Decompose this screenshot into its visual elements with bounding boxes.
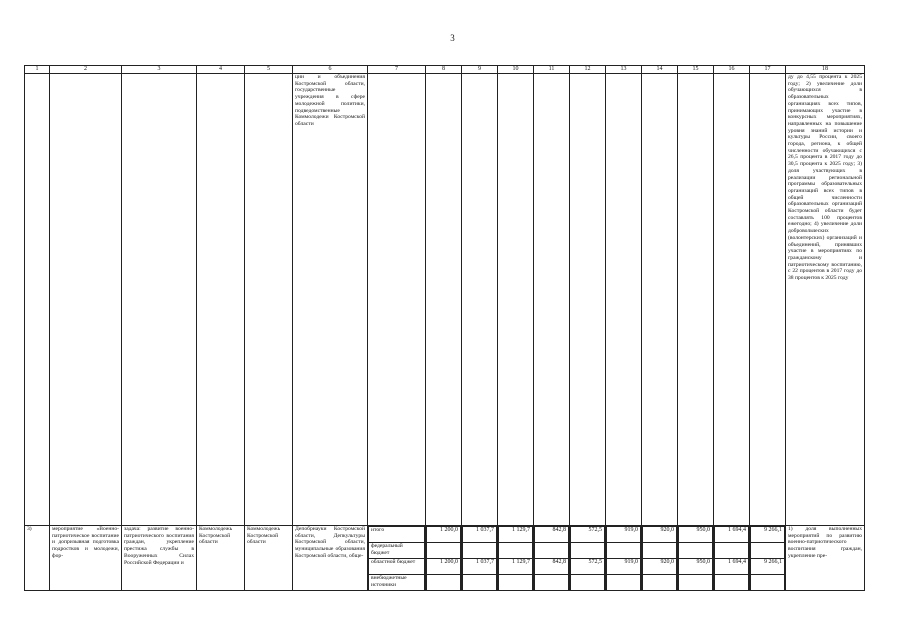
cell-empty (714, 74, 750, 526)
value-cell: 572,5 (571, 559, 605, 575)
value-cell: 842,8 (535, 559, 569, 575)
funding-year-cell (426, 526, 462, 591)
activity-name: мероприятие «Военно-патриотическое воспитание и допризывная подготовка подростков и молодежи, фор- (50, 526, 122, 591)
funding-year-cell (606, 526, 642, 591)
header-cell: 18 (786, 66, 865, 74)
funding-year-cell (714, 526, 750, 591)
value-cell: 1 200,0 (427, 527, 461, 543)
value-cell (427, 543, 461, 559)
value-cell (643, 575, 677, 591)
value-cell: 919,0 (607, 527, 641, 543)
funding-total-cell (750, 526, 786, 591)
cell-empty (642, 74, 678, 526)
value-cell (535, 543, 569, 559)
header-cell: 10 (498, 66, 534, 74)
value-cell: 1 129,7 (499, 559, 533, 575)
task-description: задача: развитие военно-патриотического воспитания граждан, укрепление престижа службы в Вооруженных Силах Российской Федерации и (122, 526, 197, 591)
value-cell: 1 694,4 (715, 527, 749, 543)
cell-empty (498, 74, 534, 526)
header-row (25, 66, 865, 74)
executors-continued: ции и объединения Костромской области, государственные учреждения в сфере молодежной политики, подведомственные Коммолодежи Костромской области (293, 74, 368, 526)
header-cell: 17 (750, 66, 786, 74)
value-cell (427, 575, 461, 591)
cell-empty (122, 74, 197, 526)
header-cell: 14 (642, 66, 678, 74)
indicators-continued: ду до 4,55 процента к 2025 году; 2) увеличение доли обучающихся в образовательных организациях всех типов, принимающих участие в конкурсных мероприятиях, направленных на повышение уровня знаний истории и культуры России, своего города, региона, к общей численности обучающихся с 26,5 процента в 2017 году до 30,5 процента к 2025 году; 3) доля участвующих в реализации региональной программы образовательных организаций всех типов в общей численности образовательных организаций Костромской области будет составлять 100 процентов ежегодно; 4) увеличение доли добровольческих (волонтерских) организаций и объединений, принявших участие в мероприятиях по гражданскому и патриотическому воспитанию, с 22 процентов в 2017 году до 38 процентов к 2025 году (786, 74, 865, 526)
value-cell (535, 575, 569, 591)
target-indicators: 1) доля выполненных мероприятий по развитию военно-патриотического воспитания граждан, укрепление пре- (786, 526, 865, 591)
value-cell: 572,5 (571, 527, 605, 543)
cell-empty (368, 74, 426, 526)
table-row (25, 526, 865, 591)
value-cell: 950,0 (679, 559, 713, 575)
cell-empty (462, 74, 498, 526)
funding-year-cell (678, 526, 714, 591)
value-cell (463, 575, 497, 591)
row-number: 3) (25, 526, 50, 591)
source-label: внебюджетные источники (369, 575, 425, 591)
header-cell: 1 (25, 66, 50, 74)
value-cell (499, 543, 533, 559)
header-cell: 13 (606, 66, 642, 74)
header-cell: 5 (245, 66, 293, 74)
cell-empty (678, 74, 714, 526)
value-cell: 1 037,7 (463, 527, 497, 543)
funding-year-cell (642, 526, 678, 591)
value-cell (715, 575, 749, 591)
cell-empty (50, 74, 122, 526)
funding-source-cell (368, 526, 426, 591)
value-cell (751, 543, 785, 559)
continuation-row (25, 74, 865, 526)
header-cell: 12 (570, 66, 606, 74)
value-cell: 1 200,0 (427, 559, 461, 575)
value-cell (463, 543, 497, 559)
header-cell: 3 (122, 66, 197, 74)
value-cell (679, 575, 713, 591)
cell-empty (426, 74, 462, 526)
responsible-executor: Коммолодежь Костромской области (197, 526, 245, 591)
co-executors: Депобрнауки Костромской области, Депкультуры Костромской области, муниципальные образования Костромской области, обще- (293, 526, 368, 591)
value-cell (499, 575, 533, 591)
funding-year-cell (462, 526, 498, 591)
cell-empty (245, 74, 293, 526)
value-cell (607, 575, 641, 591)
main-administrator: Коммолодежь Костромской области (245, 526, 293, 591)
header-cell: 15 (678, 66, 714, 74)
value-cell (571, 543, 605, 559)
value-cell (751, 575, 785, 591)
value-cell (715, 543, 749, 559)
program-table (24, 65, 865, 591)
value-cell: 1 694,4 (715, 559, 749, 575)
value-cell (679, 543, 713, 559)
cell-empty (570, 74, 606, 526)
value-cell (643, 543, 677, 559)
value-cell (607, 543, 641, 559)
cell-empty (534, 74, 570, 526)
funding-year-cell (498, 526, 534, 591)
page-number: 3 (450, 33, 455, 43)
cell-empty (606, 74, 642, 526)
value-cell: 9 266,1 (751, 527, 785, 543)
header-cell: 6 (293, 66, 368, 74)
source-label: итого (369, 527, 425, 543)
header-cell: 11 (534, 66, 570, 74)
value-cell: 920,0 (643, 527, 677, 543)
value-cell (571, 575, 605, 591)
source-label: федеральный бюджет (369, 543, 425, 559)
value-cell: 950,0 (679, 527, 713, 543)
funding-year-cell (570, 526, 606, 591)
value-cell: 9 266,1 (751, 559, 785, 575)
value-cell: 919,0 (607, 559, 641, 575)
header-cell: 4 (197, 66, 245, 74)
header-cell: 2 (50, 66, 122, 74)
value-cell: 1 129,7 (499, 527, 533, 543)
source-label: областной бюджет (369, 559, 425, 575)
cell-empty (750, 74, 786, 526)
value-cell: 920,0 (643, 559, 677, 575)
header-cell: 8 (426, 66, 462, 74)
header-cell: 16 (714, 66, 750, 74)
funding-year-cell (534, 526, 570, 591)
cell-empty (197, 74, 245, 526)
header-cell: 9 (462, 66, 498, 74)
value-cell: 842,8 (535, 527, 569, 543)
value-cell: 1 037,7 (463, 559, 497, 575)
cell-empty (25, 74, 50, 526)
header-cell: 7 (368, 66, 426, 74)
